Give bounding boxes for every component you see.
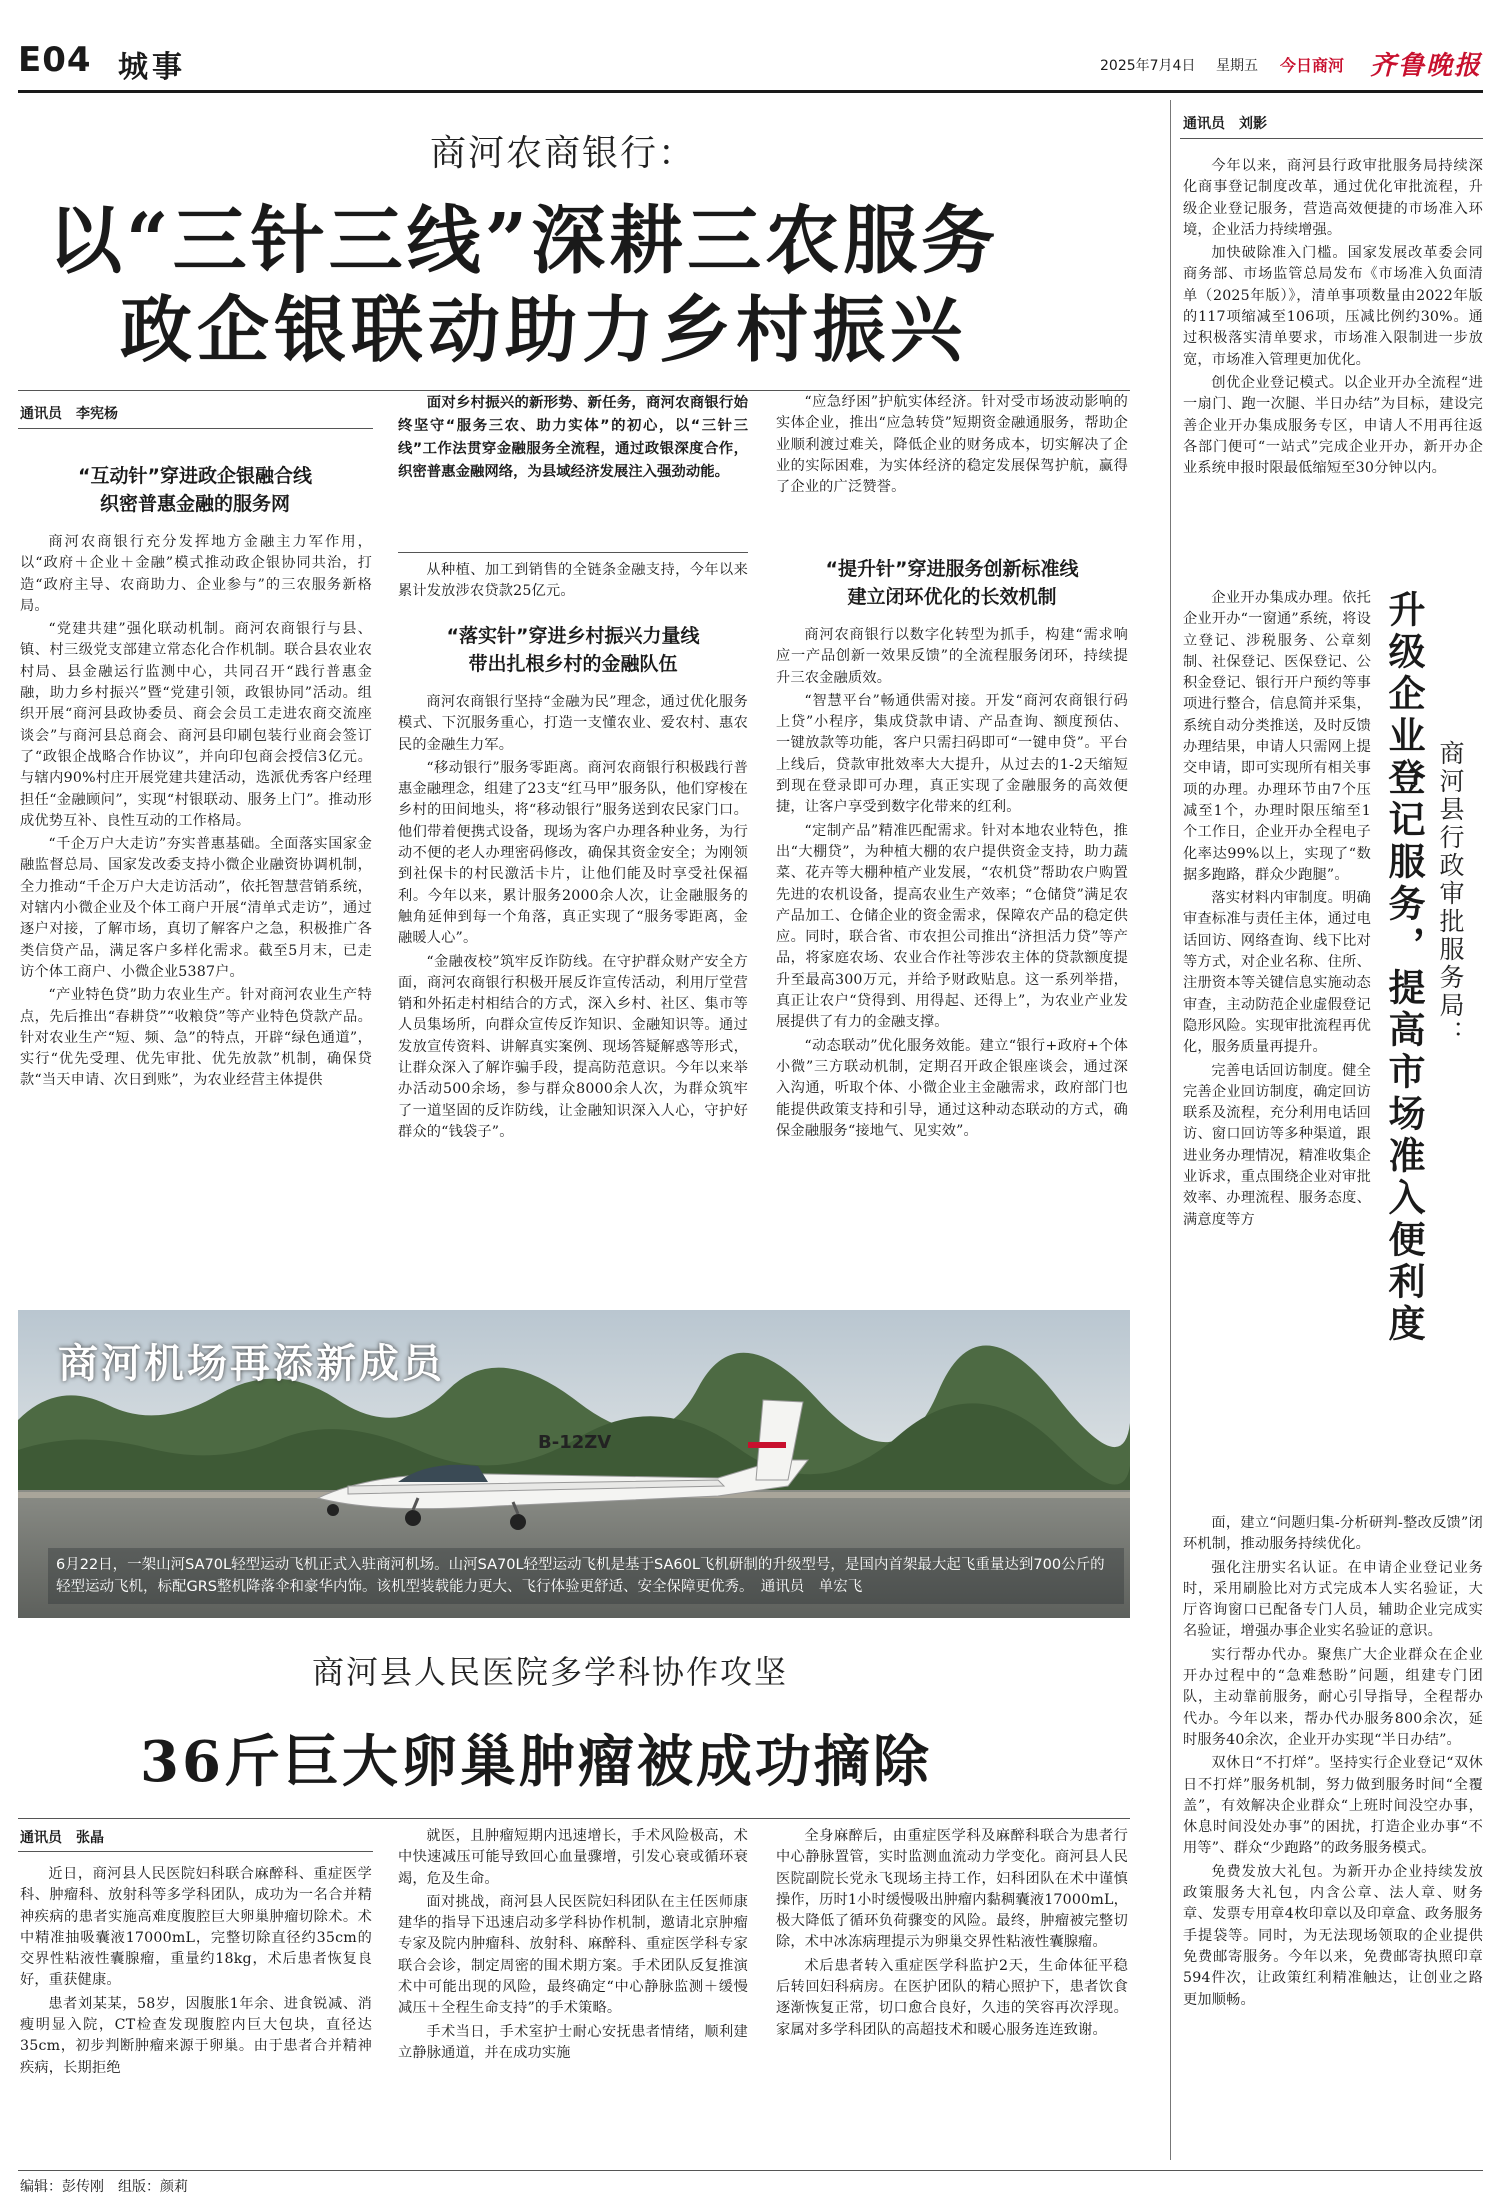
lead-subhead-1-line1: “互动针”穿进政企银融合线 [78,465,312,487]
lead-subhead-2-line1: “落实针”穿进乡村振兴力量线 [446,625,700,647]
lead-subhead-2-line2: 带出扎根乡村的金融队伍 [468,653,678,675]
lead-subhead-2 [398,622,748,678]
lead-column-3-top [776,392,1128,542]
sidebar-paragraph: 落实材料内审制度。明确审查标准与责任主体，通过电话回访、网络查询、线下比对等方式，对企业名称、住所、注册资本等关键信息实施动态审查，主动防范企业虚假登记隐形风险。实现审批流程再优化，服务质量再提升。 [1183,890,1371,1056]
sidebar-paragraph: 强化注册实名认证。在申请企业登记业务时，采用刷脸比对方式完成本人实名验证，大厅咨询窗口已配备专门人员，辅助企业完成实名验证，增强办事企业实名验证的意识。 [1183,1559,1483,1640]
hospital-paragraph: 手术当日，手术室护士耐心安抚患者情绪，顺利建立静脉通道，并在成功实施 [398,2023,748,2061]
sidebar-paragraph: 今年以来，商河县行政审批服务局持续深化商事登记制度改革，通过优化审批流程，升级企业登记服务，营造高效便捷的市场准入环境，企业活力持续增强。 [1183,158,1483,238]
lead-column-3 [776,625,1128,1290]
sidebar-paragraph: 免费发放大礼包。为新开办企业持续发放政策服务大礼包，内含公章、法人章、财务章、发票专用章4枚印章以及印章盒、政务服务手提袋等。同时，为无法现场领取的企业提供免费邮寄服务。今年以来，免费邮寄执照印章594件次，让政策红利精准触达，让创业之路更加顺畅。 [1183,1863,1483,2008]
lead-title-line1: 以“三针三线”深耕三农服务 [48,198,1000,284]
hospital-paragraph: 就医，且肿瘤短期内迅速增长，手术风险极高，术中快速减压可能导致回心血量骤增，引发心衰或循环衰竭，危及生命。 [398,1828,748,1887]
lead-reporter: 通讯员 李宪杨 [20,406,118,422]
lead-paragraph: “动态联动”优化服务效能。建立“银行+政府+个体小微”三方联动机制，定期召开政企银座谈会，通过深入沟通，听取个体、小微企业主金融需求，政府部门也能提供政策支持和引导，通过这种动态联动的方式，确保金融服务“接地气、见实效”。 [776,1037,1128,1139]
lead-title-line2: 政企银联动助力乡村振兴 [120,287,968,372]
sidebar-reporter: 通讯员 刘影 [1183,116,1267,132]
masthead-rule [18,90,1483,93]
sidebar-paragraph: 加快破除准入门槛。国家发展改革委会同商务部、市场监管总局发布《市场准入负面清单（2025年版）》，清单事项数量由2022年版的117项缩减至106项，压减比例约30%。通过积极落实清单要求，市场准入限制进一步放宽，市场准入管理更加优化。 [1183,245,1483,368]
lead-subhead-1 [20,462,370,518]
airport-photo [18,1310,1130,1618]
lead-paragraph: “党建共建”强化联动机制。商河农商银行与县、镇、村三级党支部建立常态化合作机制。联合县农业农村局、县金融运行监测中心，共同召开“践行普惠金融，助力乡村振兴”暨“党建引领，政银协同”活动。组织开展“商河县政协委员、商会会员工走进农商交流座谈会”与商河县总商会、商河县印刷包装行业商会签订了“政银企战略合作协议”，并向印包商会授信3亿元。与辖内90%村庄开展党建共建活动，选派优秀客户经理担任“金融顾问”，实现“村银联动、服务上门”。推动形成优势互补、良性互动的工作格局。 [20,621,372,829]
hospital-column-2 [398,1826,748,2166]
hospital-paragraph: 面对挑战，商河县人民医院妇科团队在主任医师康建华的指导下迅速启动多学科协作机制，邀请北京肿瘤专家及院内肿瘤科、放射科、麻醉科、重症医学科专家联合会诊，制定周密的围术期方案。手术团队反复推演术中可能出现的风险，最终确定“中心静脉监测＋缓慢减压＋全程生命支持”的手术策略。 [398,1893,748,2017]
sidebar-paragraph: 企业开办集成办理。依托企业开办“一窗通”系统，将设立登记、涉税服务、公章刻制、社保登记、医保登记、公积金登记、银行开户预约等事项进行整合，信息简并采集，系统自动分类推送，及时反馈办理结果，申请人只需网上提交申请，即可实现所有相关事项的办理。办理环节由7个压减至1个，办理时限压缩至1个工作日，企业开办全程电子化率达99%以上，实现了“数据多跑路，群众少跑腿”。 [1183,590,1371,883]
edition-name: 今日商河 [1280,56,1345,75]
photo-caption-box [48,1548,1124,1604]
lead-paragraph: 商河农商银行坚持“金融为民”理念，通过优化服务模式、下沉服务重心，打造一支懂农业、爱农村、惠农民的金融生力军。 [398,694,748,753]
issue-date: 2025年7月4日 [1100,58,1196,74]
hospital-kicker: 商河县人民医院多学科协作攻坚 [312,1653,789,1691]
hospital-column-1 [20,1864,372,2164]
lead-paragraph: 商河农商银行充分发挥地方金融主力军作用，以“政府＋企业＋金融”模式推动政企银协同共治，打造“政府主导、农商助力、企业参与”的三农服务新格局。 [20,534,372,614]
lead-column-2-top [398,560,748,610]
lead-paragraph: “千企万户大走访”夯实普惠基础。全面落实国家金融监督总局、国家发改委支持小微企业融资协调机制，全力推动“千企万户大走访活动”，依托智慧营销系统，对辖内小微企业及个体工商户开展“清单式走访”，通过逐户对接，了解市场，真切了解客户之急，积极推广各类信贷产品，满足客户多样化需求。截至5月末，已走访个体工商户、小微企业5387户。 [20,836,372,980]
sidebar-divider [1170,100,1171,2160]
sidebar-left-column [1183,588,1371,1513]
lead-subhead-3-line2: 建立闭环优化的长效机制 [847,586,1057,608]
page-number: E04 [18,40,92,80]
sidebar-paragraph: 面，建立“问题归集-分析研判-整改反馈”闭环机制，推动服务持续优化。 [1183,1515,1483,1553]
footer-credits: 编辑：彭传刚 组版：颜莉 [20,2179,188,2195]
hospital-paragraph: 近日，商河县人民医院妇科联合麻醉科、重症医学科、肿瘤科、放射科等多学科团队，成功为一名合并精神疾病的患者实施高难度腹腔巨大卵巢肿瘤切除术。术中精准抽吸囊液17000mL，完整切除直径约35cm的交界性粘液性囊腺瘤，重量约18kg，术后患者恢复良好，重获健康。 [20,1866,372,1989]
lead-subhead-3 [776,555,1128,611]
issue-weekday: 星期五 [1216,58,1258,74]
hospital-reporter: 通讯员 张晶 [20,1830,104,1846]
lead-subhead-3-line1: “提升针”穿进服务创新标准线 [825,558,1079,580]
sidebar-top-column [1183,156,1483,588]
lead-paragraph: 从种植、加工到销售的全链条金融支持，今年以来累计发放涉农贷款25亿元。 [398,562,748,600]
paper-logo: 齐鲁晚报 [1370,51,1483,81]
lead-paragraph: 商河农商银行以数字化转型为抓手，构建“需求响应一产品创新一效果反馈”的全流程服务闭环，持续提升三农金融质效。 [776,627,1128,686]
hospital-paragraph: 患者刘某某，58岁，因腹胀1年余、进食锐减、消瘦明显入院，CT检查发现腹腔内巨大包块，直径达35cm，初步判断肿瘤来源于卵巢。由于患者合并精神疾病，长期拒绝 [20,1995,372,2076]
hospital-column-3 [776,1826,1128,2166]
lead-paragraph: “移动银行”服务零距离。商河农商银行积极践行普惠金融理念，组建了23支“红马甲”服务队，他们穿梭在乡村的田间地头，将“移动银行”服务送到农民家门口。他们带着便携式设备，现场为客户办理各种业务，为行动不便的老人办理密码修改，确保其资金安全；为刚领到社保卡的村民激活卡片，让他们能及时享受社保福利。今年以来，累计服务2000余人次，让金融服务的触角延伸到每一个角落，真正实现了“服务零距离，金融暖人心”。 [398,759,748,947]
sidebar-paragraph: 创优企业登记模式。以企业开办全流程“进一扇门、跑一次腿、半日办结”为目标，建设完善企业开办集成服务专区，申请人不用再往返各部门便可“一站式”完成企业开办，新开办企业系统申报时限最低缩短至30分钟以内。 [1183,374,1483,477]
lead-column-2 [398,692,748,1292]
lead-intro: 面对乡村振兴的新形势、新任务，商河农商银行始终坚守“服务三农、助力实体”的初心，以“三针三线”工作法贯穿金融服务全流程，通过政银深度合作，织密普惠金融网络，为县域经济发展注入强劲动能。 [398,395,748,480]
sidebar-paragraph: 实行帮办代办。聚焦广大企业群众在企业开办过程中的“急难愁盼”问题，组建专门团队，主动靠前服务，耐心引导指导，全程帮办代办。今年以来，帮办代办服务800余次，延时服务40余次，企业开办实现“半日办结”。 [1183,1646,1483,1748]
photo-caption: 6月22日，一架山河SA70L轻型运动飞机正式入驻商河机场。山河SA70L轻型运动飞机是基于SA60L飞机研制的升级型号，是国内首架最大起飞重量达到700公斤的轻型运动飞机，标配GRS整机降落伞和豪华内饰。该机型装载能力更大、飞行体验更舒适、安全保障更优秀。 [56,1557,1105,1595]
sidebar-title-source: 商河县行政审批服务局： [1436,740,1465,1048]
section-name: 城事 [118,50,186,85]
lead-head-rule [18,390,1130,391]
aircraft-registration: B-12ZV [538,1432,612,1453]
lead-paragraph: “应急纾困”护航实体经济。针对受市场波动影响的实体企业，推出“应急转贷”短期资金融通服务，帮助企业顺利渡过难关，降低企业的财务成本，切实解决了企业的实际困难，为实体经济的稳定发展保驾护航，赢得了企业的广泛赞誉。 [776,394,1128,496]
lead-kicker: 商河农商银行： [430,133,697,174]
sidebar-paragraph: 完善电话回访制度。健全完善企业回访制度，确定回访联系及流程，充分利用电话回访、窗口回访等多种渠道，跟进业务办理情况，精准收集企业诉求，重点围绕企业对审批效率、办理流程、服务态度、满意度等方 [1183,1062,1371,1228]
lead-paragraph: “产业特色贷”助力农业生产。针对商河农业生产特点，先后推出“春耕贷”“收粮贷”等产业特色贷款产品。针对农业生产“短、频、急”的特点，开辟“绿色通道”，实行“优先受理、优先审批、优先放款”机制，确保贷款“当天申请、次日到账”，为农业经营主体提供 [20,987,372,1089]
sidebar-bottom-column [1183,1513,1483,2168]
lead-paragraph: “金融夜校”筑牢反诈防线。在守护群众财产安全方面，商河农商银行积极开展反诈宣传活动，利用厅堂营销和外拓走村相结合的方式，深入乡村、社区、集市等人员集场所，向群众宣传反诈知识、金融知识等。通过发放宣传资料、讲解真实案例、现场答疑解惑等形式，让群众深入了解诈骗手段，提高防范意识。今年以来举办活动500余场，参与群众8000余人次，为群众筑牢了一道坚固的反诈防线，让金融知识深入人心，守护好群众的“钱袋子”。 [398,953,748,1140]
sidebar-title-main: 升级企业登记服务，提高市场准入便利度 [1382,590,1426,1346]
photo-reporter: 通讯员 单宏飞 [760,1579,863,1595]
footer-rule [18,2170,1483,2171]
hospital-title: 36斤巨大卵巢肿瘤被成功摘除 [140,1729,932,1795]
lead-paragraph: “定制产品”精准匹配需求。针对本地农业特色，推出“大棚贷”，为种植大棚的农户提供资金支持，助力蔬菜、花卉等大棚种植产业发展，“农机贷”帮助农户购置先进的农机设备，提高农业生产效率；“仓储贷”满足农产品加工、仓储企业的资金需求，保障农产品的稳定供应。同时，联合省、市农担公司推出“济担活力贷”等产品，将家庭农场、农业合作社等涉农主体的贷款额度提升至最高300万元，并给予财政贴息。这一系列举措，真正让农户“贷得到、用得起、还得上”，为农业产业发展提供了有力的金融支撑。 [776,822,1128,1031]
sidebar-paragraph: 双休日“不打烊”。坚持实行企业登记“双休日不打烊”服务机制，努力做到服务时间“全覆盖”，有效解决企业群众“上班时间没空办事，休息时间没处办事”的困扰，打造企业办事“不用等”、群众“少跑路”的政务服务模式。 [1183,1755,1483,1857]
lead-subhead-1-line2: 织密普惠金融的服务网 [99,493,290,515]
hospital-head-rule [18,1818,1130,1819]
hospital-paragraph: 术后患者转入重症医学科监护2天，生命体征平稳后转回妇科病房。在医护团队的精心照护下，患者饮食逐渐恢复正常，切口愈合良好，久违的笑容再次浮现。家属对多学科团队的高超技术和暖心服务连连致谢。 [776,1957,1128,2038]
lead-column-1 [20,532,372,1292]
hospital-paragraph: 全身麻醉后，由重症医学科及麻醉科联合为患者行中心静脉置管，实时监测血流动力学变化。商河县人民医院副院长党永飞现场主持工作，妇科团队在术中谨慎操作，历时1小时缓慢吸出肿瘤内黏稠囊液17000mL，极大降低了循环负荷骤变的风险。最终，肿瘤被完整切除，术中冰冻病理提示为卵巢交界性粘液性囊腺瘤。 [776,1828,1128,1951]
lead-paragraph: “智慧平台”畅通供需对接。开发“商河农商银行码上贷”小程序，集成贷款申请、产品查询、额度预估、一键放款等功能，客户只需扫码即可“一键申贷”。平台上线后，贷款审批效率大大提升，从过去的1-2天缩短到现在登录即可办理，真正实现了金融服务的高效便捷，让客户享受到数字化带来的红利。 [776,692,1128,816]
intro-rule [398,552,748,553]
photo-headline: 商河机场再添新成员 [58,1340,445,1387]
